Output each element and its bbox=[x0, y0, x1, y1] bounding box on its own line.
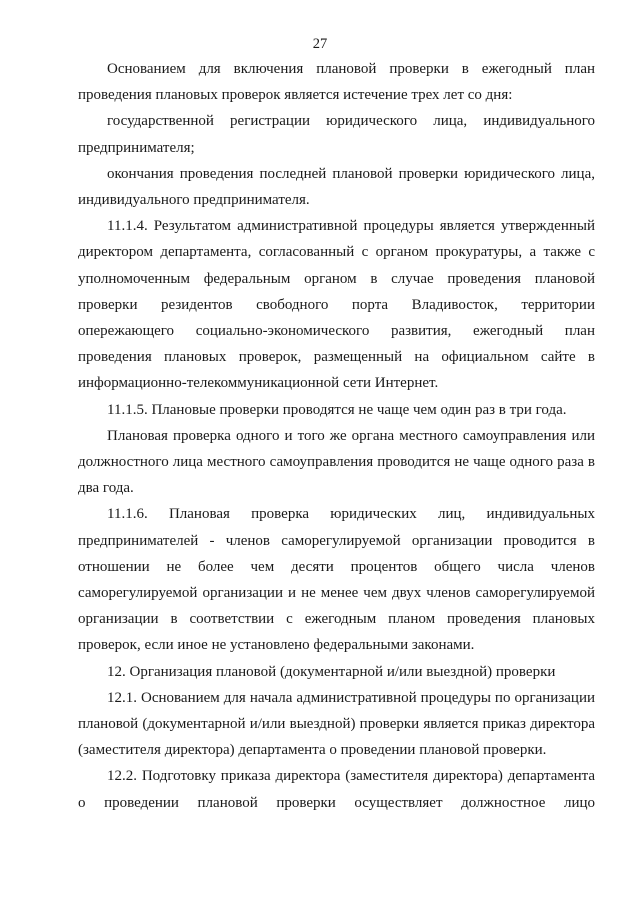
paragraph-11-1-6: 11.1.6. Плановая проверка юридических лиц, индивидуальных предпринимателей - членов саморегулируемой организации проводится в отношении не более чем десяти процентов общего числа членов саморегулируемой организации и не менее чем двух членов саморегулируемой организации в соответствии с ежегодным планом проведения плановых проверок, если иное не установлено федеральными законами. bbox=[78, 506, 595, 654]
paragraph-state-registration: государственной регистрации юридического лица, индивидуального предпринимателя; bbox=[78, 113, 595, 156]
paragraph-12-2: 12.2. Подготовку приказа директора (заместителя директора) департамента о проведении плановой проверки осуществляет должностное лицо bbox=[78, 768, 595, 811]
paragraph-inclusion-basis: Основанием для включения плановой проверки в ежегодный план проведения плановых проверок является истечение трех лет со дня: bbox=[78, 61, 595, 104]
paragraph-11-1-5: 11.1.5. Плановые проверки проводятся не чаще чем один раз в три года. bbox=[107, 401, 567, 418]
paragraph-local-government-inspection: Плановая проверка одного и того же органа местного самоуправления или должностного лица местного самоуправления проводится не чаще одного раза в два года. bbox=[78, 427, 595, 497]
document-body bbox=[78, 56, 595, 816]
page-number: 27 bbox=[312, 36, 328, 52]
section-heading-12: 12. Организация плановой (документарной и/или выездной) проверки bbox=[107, 663, 556, 680]
paragraph-last-inspection-end: окончания проведения последней плановой проверки юридического лица, индивидуального предпринимателя. bbox=[78, 165, 595, 209]
paragraph-12-1: 12.1. Основанием для начала административной процедуры по организации плановой (документарной и/или выездной) проверки является приказ директора (заместителя директора) департамента о проведении плановой проверки. bbox=[78, 689, 595, 759]
paragraph-11-1-4: 11.1.4. Результатом административной процедуры является утвержденный директором департамента, согласованный с органом прокуратуры, а также с уполномоченным федеральным органом в случае проведения плановой проверки резидентов свободного порта Владивосток, территории опережающего социально-экономического развития, ежегодный план проведения плановых проверок, размещенный на официальном сайте в информационно-телекоммуникационной сети Интернет. bbox=[78, 218, 595, 392]
